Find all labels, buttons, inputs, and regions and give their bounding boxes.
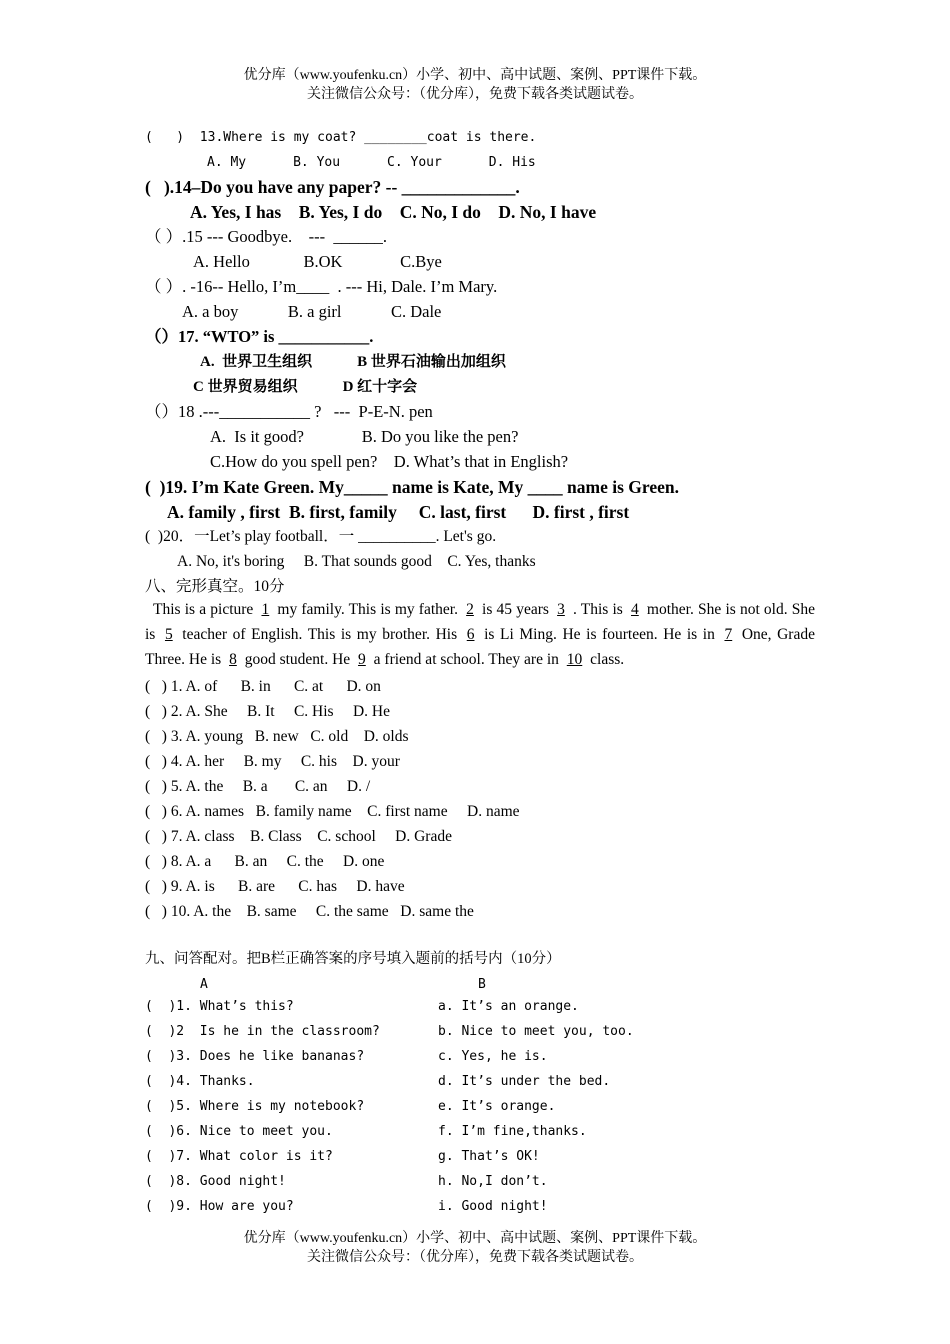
question-15: （ ）.15 --- Goodbye. --- ______. <box>145 227 387 246</box>
cloze-item-2: ( ) 2. A. She B. It C. His D. He <box>145 703 390 720</box>
cloze-blank-5: 5 <box>164 626 173 643</box>
cloze-text: my family. This is my father. <box>273 601 463 618</box>
cloze-item-6: ( ) 6. A. names B. family name C. first name D. name <box>145 803 520 820</box>
question-19-options: A. family , first B. first, family C. last, first D. first , first <box>167 502 630 522</box>
matching-question-5: ( )5. Where is my notebook? <box>145 1099 365 1114</box>
question-20: ( )20．一Let’s play football．一 __________. Let's go. <box>145 528 497 545</box>
cloze-blank-8: 8 <box>229 651 237 668</box>
cloze-blank-3: 3 <box>557 601 565 618</box>
cloze-text: . This is <box>568 601 628 618</box>
question-17-text: （）17. “WTO” is ___________. <box>145 327 374 346</box>
cloze-item-8: ( ) 8. A. a B. an C. the D. one <box>145 853 385 870</box>
matching-answer-f: f. I’m fine,thanks. <box>438 1124 587 1139</box>
cloze-text: One, Grade Three. He is <box>145 626 815 668</box>
cloze-item-3: ( ) 3. A. young B. new C. old D. olds <box>145 728 409 745</box>
cloze-passage <box>145 597 815 672</box>
cloze-text: mother. She is not old. She is <box>145 601 816 643</box>
question-17-options-row1: A. 世界卫生组织 B 世界石油输出加组织 <box>200 354 506 370</box>
matching-question-8: ( )8. Good night! <box>145 1174 286 1189</box>
matching-answer-a: a. It’s an orange. <box>438 999 579 1014</box>
question-14-options: A. Yes, I has B. Yes, I do C. No, I do D. No, I have <box>190 202 597 222</box>
question-19: ( )19. I’m Kate Green. My_____ name is Kate, My ____ name is Green. <box>145 477 679 497</box>
matching-answer-d: d. It’s under the bed. <box>438 1074 611 1089</box>
question-14: ( ).14–Do you have any paper? -- _____________. <box>145 177 520 197</box>
question-16: （ ）. -16-- Hello, I’m____ . --- Hi, Dale. I’m Mary. <box>145 277 498 296</box>
matching-answer-i: i. Good night! <box>438 1199 548 1214</box>
cloze-blank-7: 7 <box>724 626 733 643</box>
section-9-title: 九、问答配对。把B栏正确答案的序号填入题前的括号内（10分） <box>145 951 561 967</box>
cloze-item-5: ( ) 5. A. the B. a C. an D. / <box>145 778 371 795</box>
question-18: （）18 .---___________ ? --- P-E-N. pen <box>145 402 433 421</box>
page-footer-line2: 关注微信公众号：（优分库），免费下载各类试题试卷。 <box>307 1250 643 1265</box>
cloze-text: This is a picture <box>153 601 258 618</box>
matching-question-6: ( )6. Nice to meet you. <box>145 1124 333 1139</box>
cloze-blank-4: 4 <box>631 601 639 618</box>
cloze-item-7: ( ) 7. A. class B. Class C. school D. Grade <box>145 828 452 845</box>
cloze-item-10: ( ) 10. A. the B. same C. the same D. same the <box>145 903 474 920</box>
cloze-text: a friend at school. They are in <box>369 651 563 668</box>
page-header-line2: 关注微信公众号：（优分库），免费下载各类试题试卷。 <box>307 87 643 102</box>
question-13-options: A. My B. You C. Your D. His <box>207 155 536 170</box>
matching-question-3: ( )3. Does he like bananas? <box>145 1049 365 1064</box>
section-8-title: 八、完形真空。10分 <box>145 578 285 595</box>
cloze-blank-6: 6 <box>466 626 475 643</box>
cloze-blank-1: 1 <box>261 601 270 618</box>
matching-answer-g: g. That’s OK! <box>438 1149 540 1164</box>
question-15-options: A. Hello B.OK C.Bye <box>193 252 442 271</box>
matching-question-7: ( )7. What color is it? <box>145 1149 333 1164</box>
matching-question-1: ( )1. What’s this? <box>145 999 294 1014</box>
matching-answer-e: e. It’s orange. <box>438 1099 556 1114</box>
cloze-blank-9: 9 <box>358 651 366 668</box>
page-header-line1: 优分库（www.youfenku.cn）小学、初中、高中试题、案例、PPT课件下载。 <box>243 68 707 83</box>
matching-answer-b: b. Nice to meet you, too. <box>438 1024 634 1039</box>
matching-answer-h: h. No,I don’t. <box>438 1174 548 1189</box>
page-footer-line1: 优分库（www.youfenku.cn）小学、初中、高中试题、案例、PPT课件下载。 <box>243 1231 707 1246</box>
question-17 <box>145 326 373 348</box>
cloze-text: good student. He <box>240 651 355 668</box>
cloze-item-9: ( ) 9. A. is B. are C. has D. have <box>145 878 405 895</box>
column-a-label: A <box>200 977 208 992</box>
cloze-text: class. <box>586 651 625 668</box>
question-20-options: A. No, it's boring B. That sounds good C. Yes, thanks <box>177 553 536 570</box>
cloze-text: is 45 years <box>477 601 554 618</box>
question-18-options-row1: A. Is it good? B. Do you like the pen? <box>210 427 519 446</box>
matching-answer-c: c. Yes, he is. <box>438 1049 548 1064</box>
cloze-item-4: ( ) 4. A. her B. my C. his D. your <box>145 753 400 770</box>
cloze-item-1: ( ) 1. A. of B. in C. at D. on <box>145 678 381 695</box>
cloze-blank-2: 2 <box>466 601 474 618</box>
matching-question-9: ( )9. How are you? <box>145 1199 294 1214</box>
question-17-options-row2: C 世界贸易组织 D 红十字会 <box>193 379 418 395</box>
question-18-options-row2: C.How do you spell pen? D. What’s that in English? <box>210 452 569 471</box>
cloze-blank-10: 10 <box>566 651 583 668</box>
cloze-text: teacher of English. This is my brother. His <box>176 626 463 643</box>
matching-question-2: ( )2 Is he in the classroom? <box>145 1024 380 1039</box>
question-13: ( ) 13.Where is my coat? ________coat is there. <box>145 130 537 145</box>
question-16-options: A. a boy B. a girl C. Dale <box>182 302 442 321</box>
cloze-text: is Li Ming. He is fourteen. He is in <box>478 626 721 643</box>
matching-question-4: ( )4. Thanks. <box>145 1074 255 1089</box>
column-b-label: B <box>478 977 486 992</box>
